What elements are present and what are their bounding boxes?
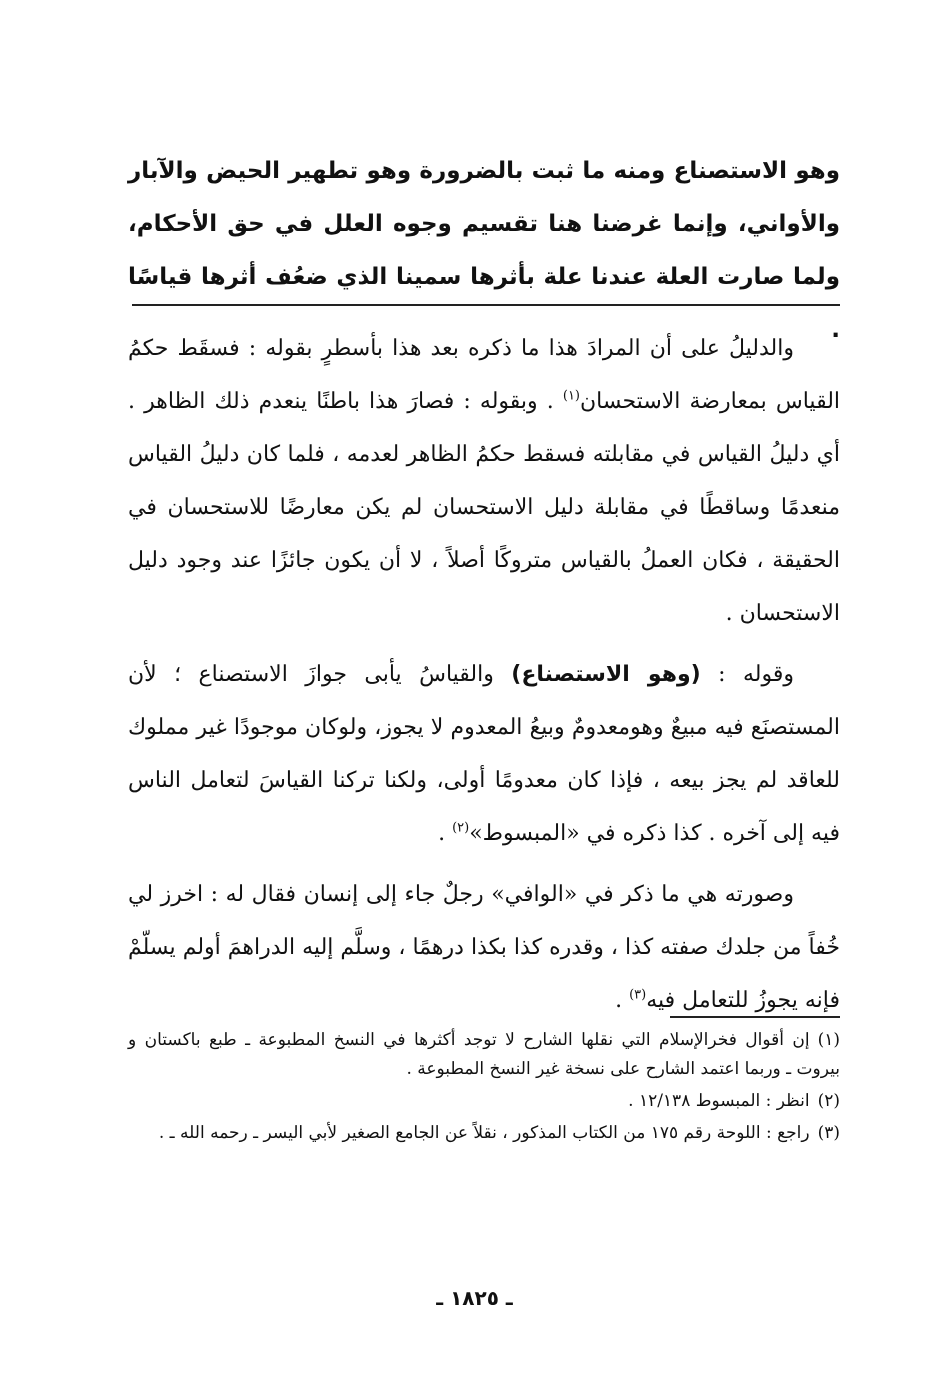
commentary-paragraph-1 (128, 322, 840, 640)
footnote-3 (128, 1119, 840, 1148)
commentary-section (128, 322, 840, 1027)
footnote-3-text: راجع : اللوحة رقم ١٧٥ من الكتاب المذكور ، نقلاً عن الجامع الصغير لأبي اليسر ـ رحمه الله ـ . (158, 1123, 810, 1143)
commentary-p1-text-continued: . وبقوله : فصارَ هذا باطنًا ينعدم ذلك الظاهر . أي دليلُ القياس في مقابلته فسقط حكمُ الظاهر لعدمه ، فلما كان دليلُ القياس منعدمًا وساقطًا في مقابلة دليل الاستحسان لم يكن معارضًا للاستحسان في الحقيقة ، فكان العملُ بالقياس متروكًا أصلاً ، لا أن يكون جائزًا عند وجود دليل الاستحسان . (128, 389, 840, 626)
commentary-p2-lead: وقوله : (718, 662, 794, 687)
commentary-p3-text: وصورته هي ما ذكر في «الوافي» رجلٌ جاء إلى إنسان فقال له : اخرز لي خُفاً من جلدك صفته كذا ، وقدره كذا بكذا درهمًا ، وسلَّم إليه الدراهمَ أولم يسلّمْ فإنه يجوزُ للتعامل فيه (128, 882, 840, 1013)
footnote-1-text: إن أقوال فخرالإسلام التي نقلها الشارح لا توجد أكثرها في النسخ المطبوعة ـ طبع باكستان و بيروت ـ وربما اعتمد الشارح على نسخة غير النسخ المطبوعة . (128, 1030, 840, 1079)
commentary-paragraph-2 (128, 648, 840, 860)
footnote-ref-1: (١) (562, 388, 580, 404)
footnote-1 (128, 1026, 840, 1084)
footnote-ref-2: (٢) (452, 820, 470, 836)
commentary-p2-end: . (438, 821, 446, 846)
footnote-2-number: (٢) (817, 1091, 840, 1111)
footnotes-section (128, 1026, 840, 1151)
footnote-1-number: (١) (817, 1030, 840, 1050)
page-number: ـ ١٨٢٥ ـ (436, 1286, 513, 1310)
matn-separator-rule (132, 304, 840, 306)
commentary-p3-end: . (615, 988, 623, 1013)
footnotes-separator-rule (670, 1016, 840, 1018)
matn-text: وهو الاستصناع ومنه ما ثبت بالضرورة وهو تطهير الحيض والآبار والأواني، وإنما غرضنا هنا تقسيم وجوه العلل في حق الأحكام، ولما صارت العلة عندنا علة بأثرها سمينا الذي ضعُف أثرها قياسًا . (128, 158, 840, 343)
commentary-p1-text: والدليلُ على أن المرادَ هذا ما ذكره بعد هذا بأسطرٍ بقوله : فسقَط حكمُ القياس بمعارضة الاستحسان (128, 336, 841, 414)
footnote-2 (128, 1087, 840, 1116)
footnote-ref-3: (٣) (629, 987, 647, 1003)
commentary-paragraph-3 (128, 868, 840, 1027)
footnote-2-text: انظر : المبسوط ١٢/١٣٨ . (628, 1091, 810, 1111)
commentary-p2-quote: (وهو الاستصناع) (511, 662, 701, 687)
commentary-p2-text: والقياسُ يأبى جوازَ الاستصناع ؛ لأن المستصنَع فيه مبيعٌ وهومعدومٌ وبيعُ المعدوم لا يجوز، ولوكان موجودًا غير مملوك للعاقد لم يجز بيعه ، فإذا كان معدومًا أولى، ولكنا تركنا القياسَ لتعامل الناس فيه إلى آخره . كذا ذكره في «المبسوط» (128, 662, 840, 846)
footnote-3-number: (٣) (817, 1123, 840, 1143)
